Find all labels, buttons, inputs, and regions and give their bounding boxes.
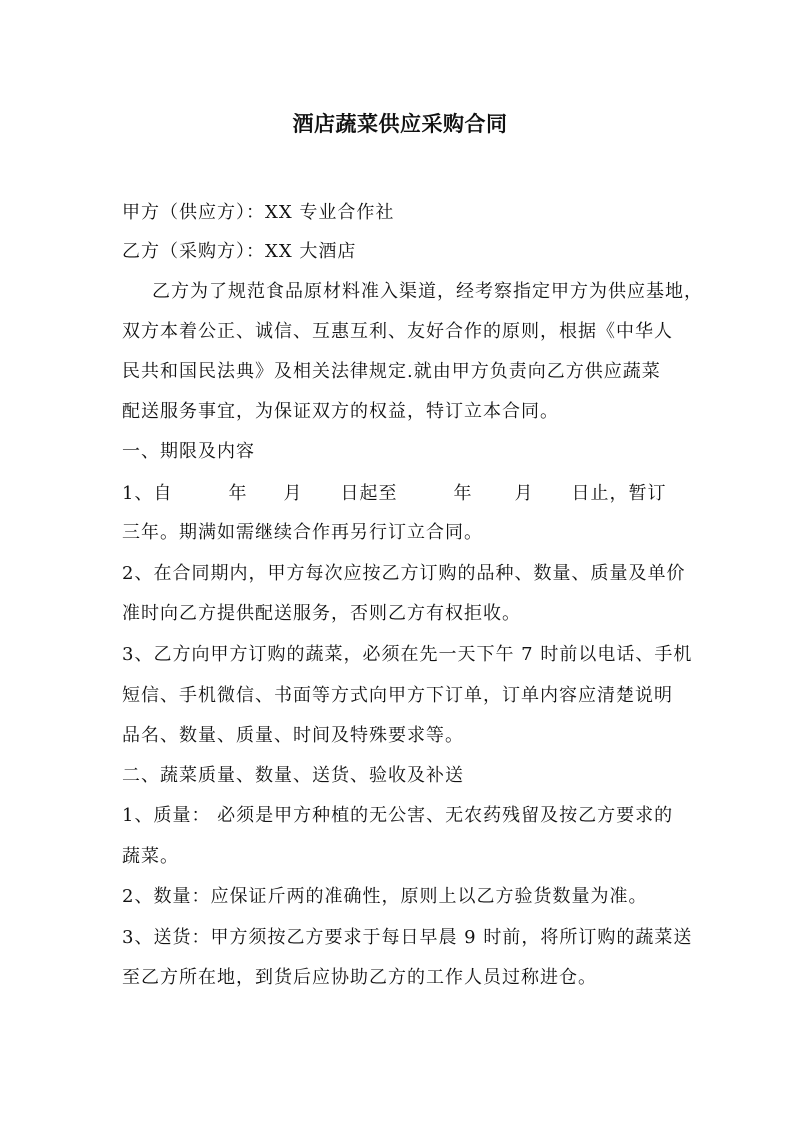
term-month-2: 月: [514, 483, 534, 504]
preamble-line-1: 乙方为了规范食品原材料准入渠道，经考察指定甲方为供应基地，: [152, 281, 703, 302]
section-1-line: 准时向乙方提供配送服务，否则乙方有权拒收。: [122, 603, 521, 624]
section-2-line: 蔬菜。: [122, 846, 179, 867]
term-year-1: 年: [228, 483, 248, 504]
section-1-line: 短信、手机微信、书面等方式向甲方下订单，订单内容应清楚说明: [122, 685, 673, 706]
section-1-line: 三年。期满如需继续合作再另行订立合同。: [122, 522, 483, 543]
term-day-from: 日起至: [340, 483, 398, 504]
document-title: 酒店蔬菜供应采购合同: [292, 112, 508, 136]
section-1-heading: 一、期限及内容: [122, 441, 255, 462]
section-1-line: 3、乙方向甲方订购的蔬菜，必须在先一天下午 7 时前以电话、手机: [122, 644, 693, 665]
section-1-line: 品名、数量、质量、时间及特殊要求等。: [122, 725, 464, 746]
preamble-line-3: 民共和国民法典》及相关法律规定.就由甲方负责向乙方供应蔬菜: [122, 361, 661, 382]
term-prefix: 1、自: [122, 483, 173, 504]
term-line: [122, 483, 666, 505]
term-month-1: 月: [283, 483, 303, 504]
section-2-line: 至乙方所在地，到货后应协助乙方的工作人员过称进仓。: [122, 967, 597, 988]
section-1-line: 2、在合同期内，甲方每次应按乙方订购的品种、数量、质量及单价: [122, 563, 686, 584]
party-a-line: 甲方（供应方）：XX 专业合作社: [122, 202, 395, 223]
section-2-line: 1、质量： 必须是甲方种植的无公害、无农药残留及按乙方要求的: [122, 805, 674, 826]
term-year-2: 年: [453, 483, 473, 504]
section-2-line: 3、送货：甲方须按乙方要求于每日早晨 9 时前，将所订购的蔬菜送: [122, 927, 693, 948]
term-day-to: 日止，暂订: [571, 483, 667, 504]
preamble-line-4: 配送服务事宜，为保证双方的权益，特订立本合同。: [122, 401, 559, 422]
preamble-line-2: 双方本着公正、诚信、互惠互利、友好合作的原则，根据《中华人: [122, 321, 673, 342]
section-2-heading: 二、蔬菜质量、数量、送货、验收及补送: [122, 765, 464, 786]
section-2-line: 2、数量：应保证斤两的准确性，原则上以乙方验货数量为准。: [122, 886, 648, 907]
party-b-line: 乙方（采购方）：XX 大酒店: [122, 241, 357, 262]
